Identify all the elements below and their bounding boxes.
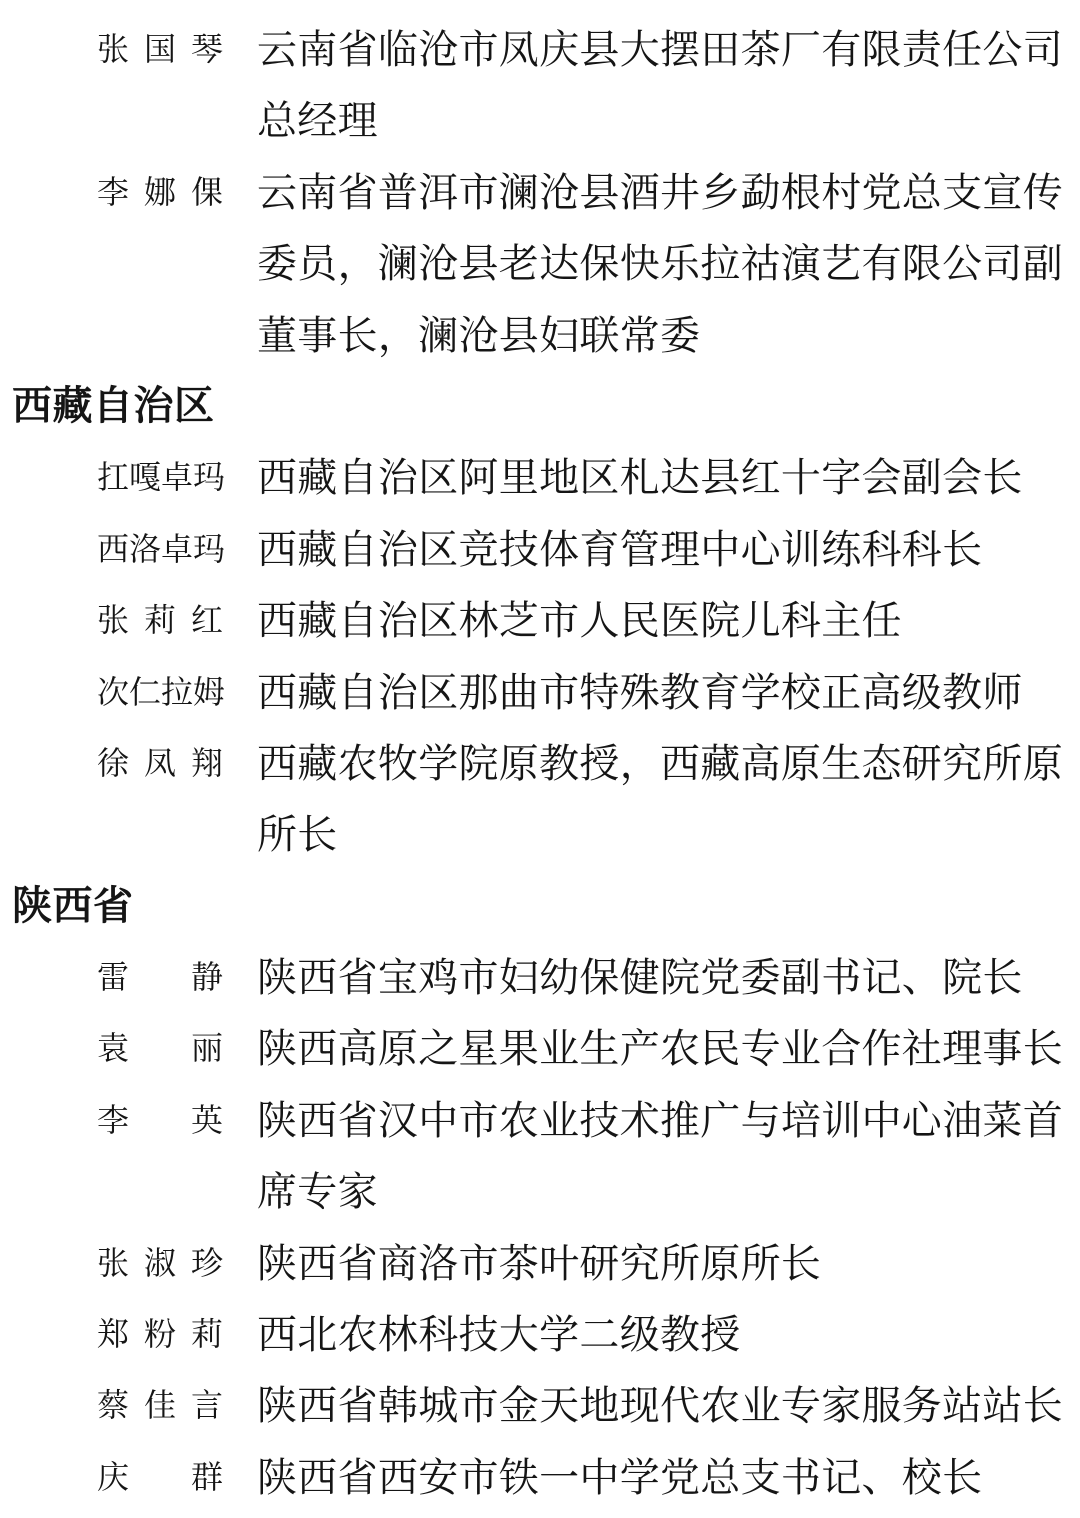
- honoree-name: [97, 728, 223, 799]
- name-char: 扛: [97, 459, 130, 496]
- honoree-title: [257, 1228, 1073, 1299]
- honoree-row: [0, 1299, 1080, 1370]
- honoree-row: [0, 1085, 1080, 1228]
- title-line: 西藏自治区竞技体育管理中心训练科科长: [257, 526, 983, 572]
- honoree-name: [97, 942, 223, 1013]
- title-line: 董事长，澜沧县妇联常委: [257, 312, 701, 358]
- honoree-title: [257, 1299, 1073, 1370]
- honoree-name: [97, 1085, 223, 1156]
- honoree-row: [0, 1228, 1080, 1299]
- title-line: 陕西省宝鸡市妇幼保健院党委副书记、院长: [257, 955, 1023, 1001]
- honoree-name: [97, 514, 226, 585]
- name-char: 西: [97, 530, 130, 567]
- title-line: 陕西省商洛市茶叶研究所原所长: [257, 1240, 822, 1286]
- name-char: 蔡: [97, 1387, 130, 1424]
- honoree-row: [0, 514, 1080, 585]
- honoree-title: [257, 728, 1073, 871]
- title-line: 陕西省汉中市农业技术推广与培训中心油菜首: [257, 1097, 1063, 1143]
- name-char: 粉: [143, 1316, 176, 1353]
- title-line: 总经理: [257, 98, 378, 144]
- title-line: 西藏自治区阿里地区札达县红十字会副会长: [257, 455, 1023, 501]
- honoree-name: [97, 1442, 223, 1513]
- honoree-title: [257, 514, 1073, 585]
- name-char: 莉: [190, 1316, 223, 1353]
- name-char: 张: [97, 31, 130, 67]
- honoree-row: [0, 1370, 1080, 1441]
- name-char: 倮: [190, 173, 223, 210]
- name-char: 莉: [143, 602, 176, 639]
- title-line: 席专家: [257, 1169, 378, 1215]
- name-char: 静: [190, 959, 223, 996]
- name-char: 国: [143, 31, 176, 67]
- honoree-row: [0, 728, 1080, 871]
- name-char: 丽: [190, 1030, 223, 1067]
- name-char: 张: [97, 602, 130, 639]
- title-line: 云南省普洱市澜沧县酒井乡勐根村党总支宣传: [257, 169, 1063, 215]
- honoree-title: [257, 585, 1073, 656]
- name-char: 玛: [193, 459, 226, 496]
- name-char: 郑: [97, 1316, 130, 1353]
- name-char: 娜: [143, 173, 176, 210]
- honoree-title: [257, 1370, 1073, 1441]
- name-char: 红: [190, 602, 223, 639]
- honoree-row: [0, 442, 1080, 513]
- title-line: 西北农林科技大学二级教授: [257, 1312, 741, 1358]
- name-char: 琴: [190, 31, 223, 67]
- name-char: 嘎: [129, 459, 162, 496]
- honoree-name: [97, 657, 226, 728]
- name-char: 庆: [97, 1458, 130, 1495]
- honoree-row: [0, 585, 1080, 656]
- title-line: 陕西省西安市铁一中学党总支书记、校长: [257, 1454, 983, 1500]
- name-char: 翔: [190, 744, 223, 781]
- name-char: 卓: [161, 459, 194, 496]
- honoree-name: [97, 157, 223, 228]
- region-header: 西藏自治区: [12, 383, 215, 428]
- honoree-title: [257, 1085, 1073, 1228]
- honoree-name: [97, 1370, 223, 1441]
- honoree-title: [257, 442, 1073, 513]
- name-char: 珍: [190, 1244, 223, 1281]
- honoree-title: [257, 1013, 1073, 1084]
- honoree-row: [0, 942, 1080, 1013]
- honoree-name: [97, 585, 223, 656]
- name-char: 雷: [97, 959, 130, 996]
- honoree-row: [0, 1013, 1080, 1084]
- honoree-row: [0, 157, 1080, 371]
- title-line: 西藏自治区林芝市人民医院儿科主任: [257, 598, 902, 644]
- honoree-title: [257, 1442, 1073, 1513]
- title-line: 委员，澜沧县老达保快乐拉祜演艺有限公司副: [257, 241, 1063, 287]
- honoree-name: [97, 442, 226, 513]
- name-char: 玛: [193, 530, 226, 567]
- title-line: 陕西省韩城市金天地现代农业专家服务站站长: [257, 1383, 1063, 1429]
- name-char: 拉: [161, 673, 194, 710]
- name-char: 袁: [97, 1030, 130, 1067]
- name-char: 洛: [129, 530, 162, 567]
- name-char: 李: [97, 173, 130, 210]
- honoree-title: [257, 157, 1073, 371]
- title-line: 所长: [257, 812, 338, 858]
- honoree-name: [97, 14, 223, 85]
- name-char: 卓: [161, 530, 194, 567]
- region-header: 陕西省: [12, 883, 134, 928]
- name-char: 英: [190, 1101, 223, 1138]
- title-line: 西藏农牧学院原教授，西藏高原生态研究所原: [257, 740, 1063, 786]
- honoree-name: [97, 1013, 223, 1084]
- honoree-row: [0, 1442, 1080, 1513]
- name-char: 淑: [143, 1244, 176, 1281]
- name-char: 凤: [143, 744, 176, 781]
- name-char: 次: [97, 673, 130, 710]
- name-char: 群: [190, 1458, 223, 1495]
- name-char: 李: [97, 1101, 130, 1138]
- honoree-row: [0, 14, 1080, 157]
- honoree-title: [257, 14, 1073, 157]
- honoree-row: [0, 657, 1080, 728]
- name-char: 仁: [129, 673, 162, 710]
- honoree-title: [257, 657, 1073, 728]
- name-char: 徐: [97, 744, 130, 781]
- title-line: 陕西高原之星果业生产农民专业合作社理事长: [257, 1026, 1063, 1072]
- name-char: 张: [97, 1244, 130, 1281]
- honoree-name: [97, 1299, 223, 1370]
- name-char: 言: [190, 1387, 223, 1424]
- name-char: 姆: [193, 673, 226, 710]
- honoree-name: [97, 1228, 223, 1299]
- title-line: 云南省临沧市凤庆县大摆田茶厂有限责任公司: [257, 27, 1063, 72]
- name-char: 佳: [143, 1387, 176, 1424]
- honoree-title: [257, 942, 1073, 1013]
- title-line: 西藏自治区那曲市特殊教育学校正高级教师: [257, 669, 1023, 715]
